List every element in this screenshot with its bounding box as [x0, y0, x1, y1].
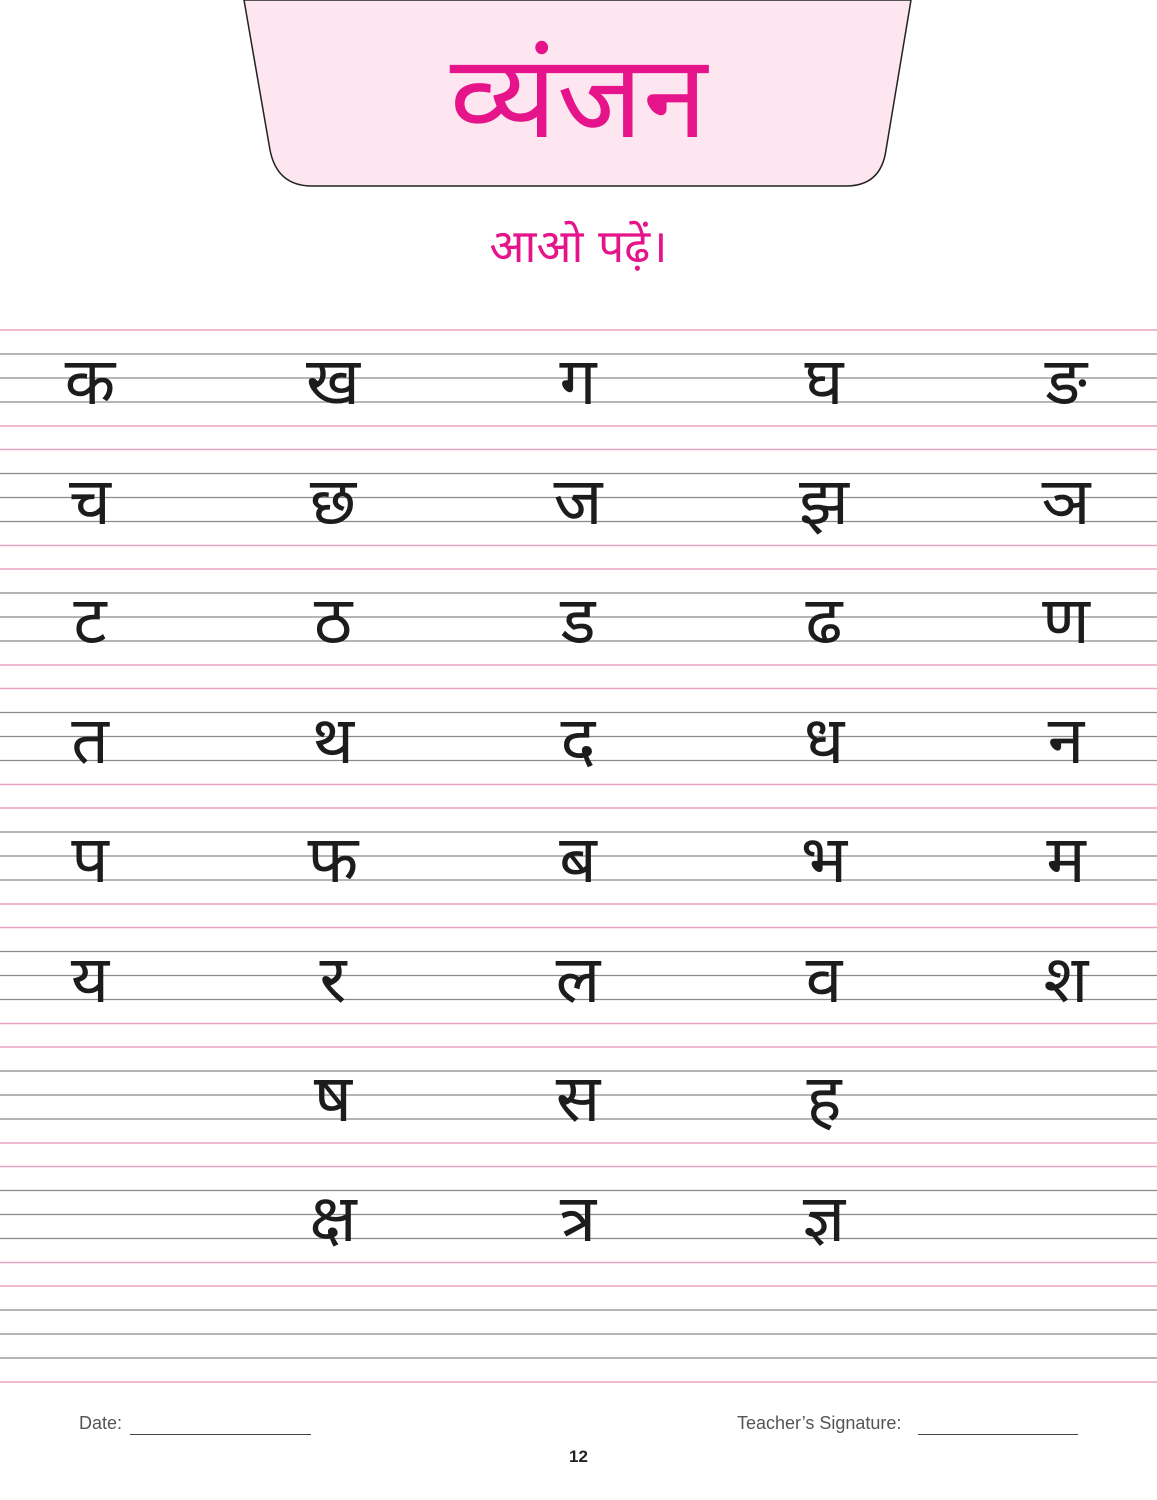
consonant-letter: द	[560, 701, 596, 779]
consonant-letter: प	[71, 821, 109, 898]
page-subtitle: आओ पढ़ें।	[489, 219, 668, 273]
consonant-letter: घ	[804, 343, 844, 420]
consonant-letter: ष	[313, 1060, 353, 1137]
consonant-letter: ड	[560, 582, 596, 659]
consonant-letter: ब	[559, 821, 597, 898]
teacher-signature-label: Teacher’s Signature:	[737, 1413, 902, 1433]
consonant-letter: फ	[307, 821, 359, 898]
page-number: 12	[569, 1447, 588, 1466]
consonant-letter: न	[1047, 701, 1085, 779]
consonant-letter: थ	[311, 701, 355, 779]
consonant-letter: च	[69, 462, 111, 540]
consonant-letter: छ	[309, 462, 357, 540]
consonant-letter: ङ	[1044, 343, 1088, 420]
consonant-letter: ढ	[805, 582, 843, 659]
consonant-letter: र	[319, 940, 347, 1018]
consonant-letter: म	[1046, 821, 1086, 898]
consonant-letter: झ	[799, 462, 849, 540]
consonant-letter: श	[1043, 940, 1089, 1018]
consonant-letter: य	[70, 940, 110, 1018]
consonant-letter: ज्ञ	[802, 1179, 846, 1257]
consonant-letter: ठ	[313, 582, 353, 659]
page-title: व्यंजन	[449, 30, 708, 165]
consonant-letter: ण	[1042, 582, 1090, 659]
consonant-letter: त	[71, 701, 109, 779]
consonant-letter: भ	[800, 821, 848, 898]
consonant-letter: क	[64, 343, 116, 420]
date-field-line	[130, 1434, 311, 1435]
consonant-letter: व	[805, 940, 843, 1018]
consonant-letter: क्ष	[309, 1179, 357, 1257]
consonant-letter: ल	[555, 940, 601, 1018]
consonant-letter: ट	[73, 582, 107, 659]
consonant-letter: ग	[559, 343, 597, 420]
date-label: Date:	[79, 1413, 123, 1433]
consonant-letter: ज	[553, 462, 603, 540]
consonant-letter: ख	[306, 343, 360, 420]
consonant-letter: ह	[806, 1060, 842, 1137]
consonant-letter: त्र	[559, 1179, 597, 1257]
consonant-letter: ध	[803, 701, 845, 779]
consonant-letter: ञ	[1041, 462, 1091, 540]
signature-field-line	[918, 1434, 1078, 1435]
consonant-letter: स	[555, 1060, 601, 1137]
